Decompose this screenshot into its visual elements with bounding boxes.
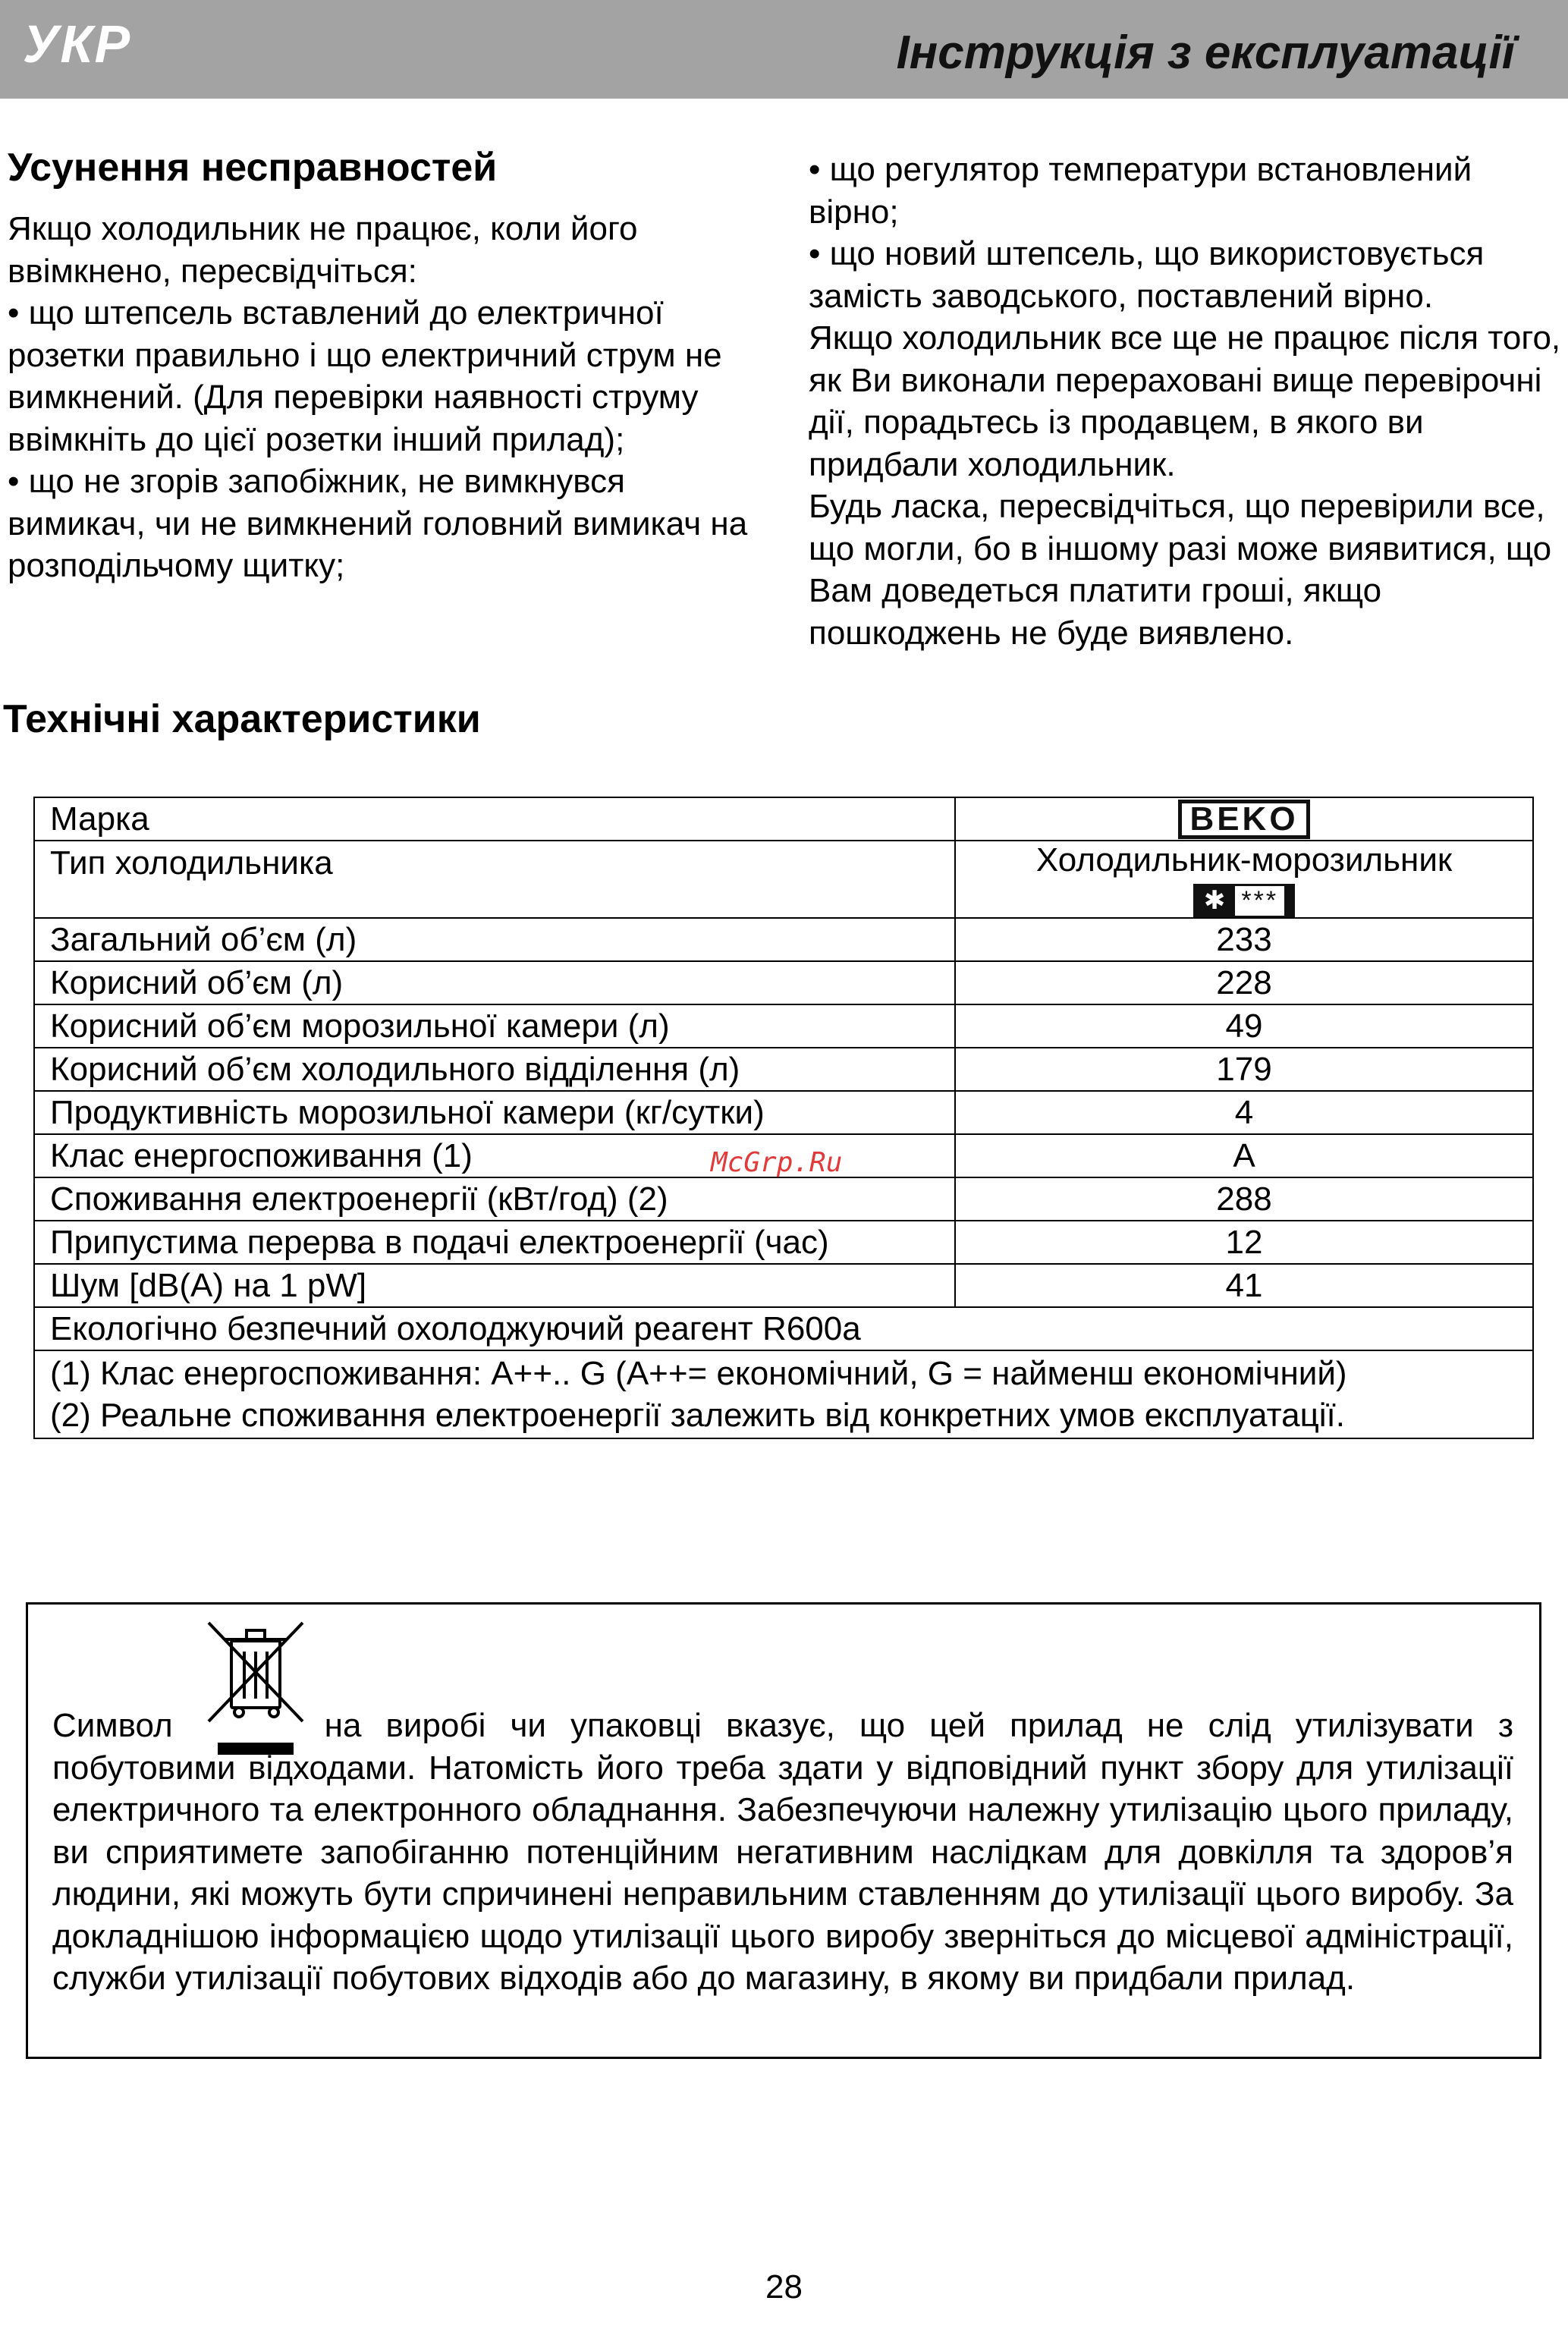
table-row — [34, 1091, 1533, 1134]
table-cell-value — [955, 841, 1533, 918]
page-header — [0, 0, 1568, 99]
footnotes-cell — [34, 1350, 1533, 1438]
table-cell-label: Корисний об’єм холодильного відділення (л) — [34, 1048, 955, 1091]
troubleshooting-paragraph: Будь ласка, пересвідчіться, що перевірили все, що могли, бо в іншому разі може виявитися, що Вам доведеться платити гроші, якщо пошкоджень не буде виявлено. — [809, 488, 1552, 652]
table-row — [34, 1350, 1533, 1438]
brand-logo: BEKO — [1178, 800, 1309, 839]
table-row — [34, 1177, 1533, 1221]
freezer-rating-icon — [1193, 884, 1295, 917]
table-cell-label: Тип холодильника — [34, 841, 955, 918]
table-row — [34, 918, 1533, 961]
weee-text — [52, 1705, 1513, 2000]
language-code: УКР — [23, 14, 132, 74]
specs-table — [33, 797, 1534, 1439]
table-cell-value: 228 — [955, 961, 1533, 1004]
troubleshooting-left-column — [8, 143, 766, 587]
table-cell-label: Споживання електроенергії (кВт/год) (2) — [34, 1177, 955, 1221]
table-cell-label: Припустима перерва в подачі електроенергії (час) — [34, 1221, 955, 1264]
troubleshooting-heading: Усунення несправностей — [8, 146, 498, 190]
table-row — [34, 1264, 1533, 1307]
table-cell-label: Продуктивність морозильної камери (кг/сутки) — [34, 1091, 955, 1134]
troubleshooting-paragraph: Якщо холодильник не працює, коли його ввімкнено, пересвідчіться: — [8, 210, 638, 290]
watermark: McGrp.Ru — [711, 1147, 843, 1178]
weee-description: на виробі чи упаковці вказує, що цей прилад не слід утилізувати з побутовими відходами. Натомість його треба здати у відповідний пункт збору для утилізації електричного та електронного обладнання. Забезпечуючи належну утилізацію цього приладу, ви сприятимете запобіганню потенційним негативним наслідкам для довкілля та здоров’я людини, які можуть бути спричинені неправильним ставленням до утилізації цього виробу. За докладнішою інформацією щодо утилізації цього виробу зверніться до місцевої адміністрації, служби утилізації побутових відходів або до магазину, в якому ви придбали прилад. — [52, 1707, 1513, 1997]
table-cell-label: Клас енергоспоживання (1) — [34, 1134, 955, 1177]
table-row — [34, 1048, 1533, 1091]
table-cell-value: A — [955, 1134, 1533, 1177]
table-cell-value: 49 — [955, 1004, 1533, 1048]
table-cell-label: Корисний об’єм морозильної камери (л) — [34, 1004, 955, 1048]
footnote: (2) Реальне споживання електроенергії залежить від конкретних умов експлуатації. — [50, 1397, 1345, 1434]
troubleshooting-paragraph: • що регулятор температури встановлений вірно; — [809, 151, 1472, 231]
table-cell-value — [955, 797, 1533, 841]
troubleshooting-right-column — [809, 149, 1567, 654]
symbol-word: Символ — [52, 1707, 173, 1744]
footnote: (1) Клас енергоспоживання: A++.. G (A++= економічний, G = найменш економічний) — [50, 1355, 1347, 1392]
table-row — [34, 1307, 1533, 1350]
refrigerant-note: Екологічно безпечний охолоджуючий реагент R600a — [34, 1307, 1533, 1350]
troubleshooting-paragraph: • що штепсель вставлений до електричної розетки правильно і що електричний струм не вимкнений. (Для перевірки наявності струму ввімкніть до цієї розетки інший прилад); — [8, 294, 722, 458]
table-row — [34, 841, 1533, 918]
stars-icon: *** — [1235, 886, 1284, 916]
table-cell-label: Марка — [34, 797, 955, 841]
troubleshooting-paragraph: Якщо холодильник все ще не працює після того, як Ви виконали перераховані вище перевірочні дії, порадьтесь із продавцем, в якого ви придбали холодильник. — [809, 319, 1561, 483]
table-cell-value: 4 — [955, 1091, 1533, 1134]
table-cell-label: Корисний об’єм (л) — [34, 961, 955, 1004]
document-title: Інструкція з експлуатації — [896, 27, 1515, 79]
table-row — [34, 797, 1533, 841]
table-cell-value: 12 — [955, 1221, 1533, 1264]
weee-notice-box — [26, 1602, 1541, 2059]
page-number: 28 — [765, 2268, 803, 2306]
specs-heading: Технічні характеристики — [3, 697, 481, 741]
table-cell-value: 233 — [955, 918, 1533, 961]
table-row — [34, 1221, 1533, 1264]
snowflake-icon: ✱ — [1203, 886, 1228, 915]
fridge-type-value: Холодильник-морозильник — [1035, 841, 1453, 879]
table-row — [34, 1004, 1533, 1048]
table-cell-value: 41 — [955, 1264, 1533, 1307]
table-cell-value: 179 — [955, 1048, 1533, 1091]
troubleshooting-paragraph: • що не згорів запобіжник, не вимкнувся вимикач, чи не вимкнений головний вимикач на розподільчому щитку; — [8, 463, 748, 584]
troubleshooting-paragraph: • що новий штепсель, що використовується замість заводського, поставлений вірно. — [809, 235, 1485, 315]
table-row — [34, 961, 1533, 1004]
table-cell-label: Загальний об’єм (л) — [34, 918, 955, 961]
table-cell-value: 288 — [955, 1177, 1533, 1221]
table-cell-label: Шум [dB(A) на 1 pW] — [34, 1264, 955, 1307]
